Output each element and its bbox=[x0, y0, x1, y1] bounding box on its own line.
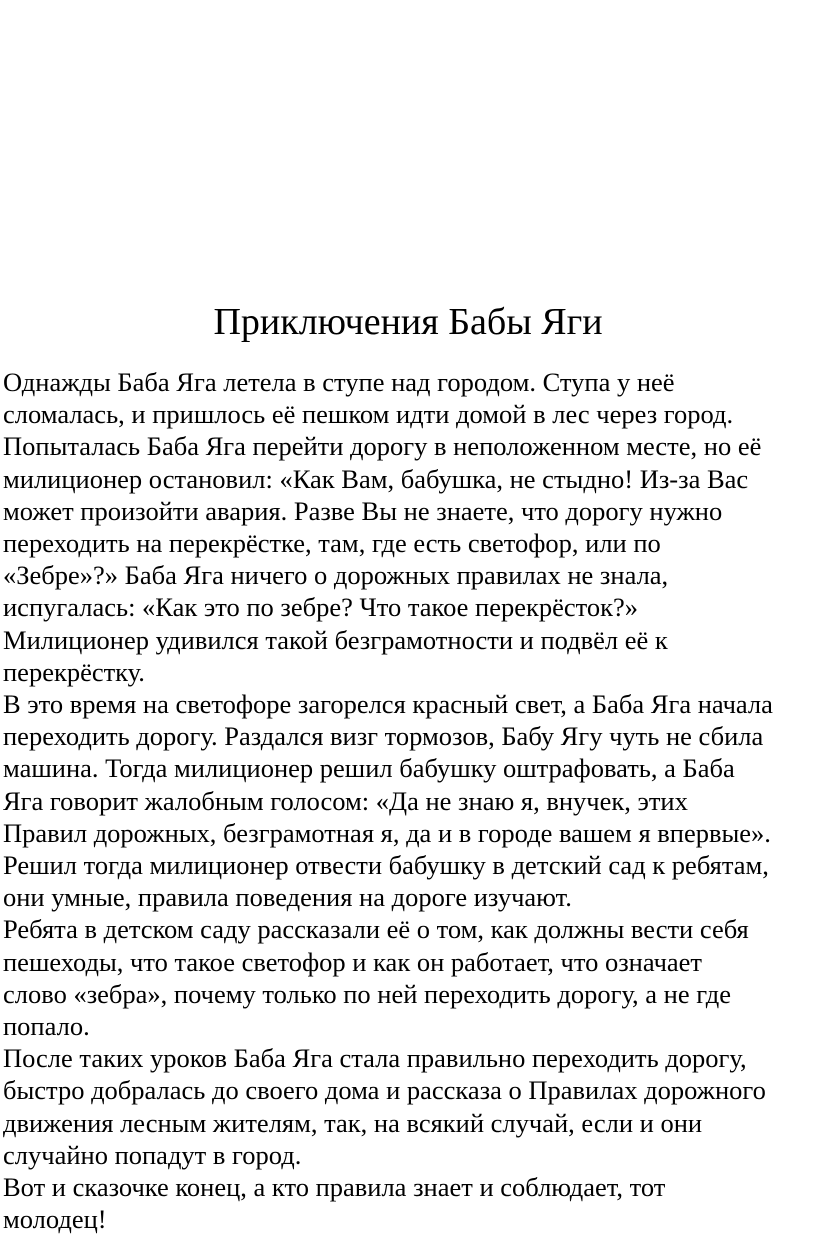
text-line: переходить дорогу. Раздался визг тормозов, Бабу Ягу чуть не сбила bbox=[3, 721, 764, 752]
text-line: милиционер остановил: «Как Вам, бабушка, не стыдно! Из-за Вас bbox=[3, 463, 749, 494]
text-line: пешеходы, что такое светофор и как он работает, что означает bbox=[3, 946, 703, 977]
text-line: переходить на перекрёстке, там, где есть светофор, или по bbox=[3, 528, 661, 559]
text-line: Милиционер удивился такой безграмотности и подвёл её к bbox=[3, 624, 668, 655]
text-line: перекрёстку. bbox=[3, 656, 145, 687]
text-line: Решил тогда милиционер отвести бабушку в детский сад к ребятам, bbox=[3, 850, 769, 881]
text-line: движения лесным жителям, так, на всякий случай, если и они bbox=[3, 1107, 703, 1138]
text-line: быстро добралась до своего дома и рассказа о Правилах дорожного bbox=[3, 1075, 766, 1106]
text-line: После таких уроков Баба Яга стала правильно переходить дорогу, bbox=[3, 1043, 747, 1074]
text-line: Правил дорожных, безграмотная я, да и в городе вашем я впервые». bbox=[3, 817, 771, 848]
text-line: молодец! bbox=[3, 1204, 107, 1235]
text-line: Яга говорит жалобным голосом: «Да не знаю я, внучек, этих bbox=[3, 785, 688, 816]
text-line: они умные, правила поведения на дороге изучают. bbox=[3, 882, 572, 913]
text-line: испугалась: «Как это по зебре? Что такое перекрёсток?» bbox=[3, 592, 639, 623]
document-title: Приключения Бабы Яги bbox=[213, 301, 603, 343]
text-line: случайно попадут в город. bbox=[3, 1139, 302, 1170]
text-line: В это время на светофоре загорелся красный свет, а Баба Яга начала bbox=[3, 689, 773, 720]
text-line: сломалась, и пришлось её пешком идти домой в лес через город. bbox=[3, 399, 734, 430]
text-line: «Зебре»?» Баба Яга ничего о дорожных правилах не знала, bbox=[3, 560, 669, 591]
text-line: Ребята в детском саду рассказали её о том, как должны вести себя bbox=[3, 914, 749, 945]
text-line: Однажды Баба Яга летела в ступе над городом. Ступа у неё bbox=[3, 367, 675, 397]
text-line: Вот и сказочке конец, а кто правила знает и соблюдает, тот bbox=[3, 1172, 666, 1203]
text-line: слово «зебра», почему только по ней переходить дорогу, а не где bbox=[3, 978, 732, 1009]
text-line: может произойти авария. Разве Вы не знаете, что дорогу нужно bbox=[3, 495, 723, 526]
text-line: попало. bbox=[3, 1011, 90, 1042]
story-body bbox=[3, 366, 815, 1235]
text-line: машина. Тогда милиционер решил бабушку оштрафовать, а Баба bbox=[3, 753, 735, 784]
text-line: Попыталась Баба Яга перейти дорогу в неположенном месте, но её bbox=[3, 431, 762, 462]
